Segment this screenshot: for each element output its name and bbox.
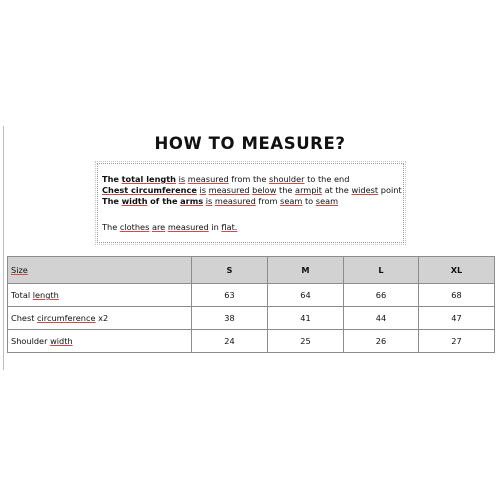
word: below	[252, 185, 277, 195]
word: measured	[167, 222, 209, 232]
word: is	[178, 174, 186, 184]
word: in	[211, 222, 219, 232]
word: to	[304, 196, 314, 206]
word: point	[380, 185, 402, 195]
table-cell: 63	[192, 284, 268, 307]
table-row	[8, 284, 495, 307]
word: seam	[280, 196, 303, 206]
term-arms: arms	[180, 196, 204, 206]
word: measured	[208, 185, 250, 195]
size-header-text: Size	[11, 265, 28, 275]
table-cell: 68	[419, 284, 495, 307]
word: are	[151, 222, 166, 232]
word: at the	[324, 185, 349, 195]
word: from the	[231, 174, 267, 184]
size-header-m: M	[268, 257, 344, 284]
word: flat.	[221, 222, 238, 232]
size-header-s: S	[192, 257, 268, 284]
page-title: HOW TO MEASURE?	[154, 134, 346, 153]
word: to the end	[307, 174, 350, 184]
row-label-text: circumference	[37, 313, 96, 323]
table-cell: 64	[268, 284, 344, 307]
table-cell: 24	[192, 330, 268, 353]
term-chest-circumference: Chest circumference	[102, 185, 197, 195]
table-cell: 26	[344, 330, 419, 353]
table-cell: 38	[192, 307, 268, 330]
size-chart-table	[7, 256, 495, 353]
term-total-length: total length	[121, 174, 177, 184]
row-label-shoulder-width	[8, 330, 192, 353]
table-cell: 44	[344, 307, 419, 330]
word: The	[102, 174, 119, 184]
row-label-text: width	[50, 336, 73, 346]
instruction-arm-width	[102, 196, 403, 207]
word: measured	[214, 196, 256, 206]
word: measured	[187, 174, 229, 184]
row-label-text: length	[32, 290, 59, 300]
instruction-flat	[102, 222, 403, 233]
word: seam	[315, 196, 339, 206]
word: widest	[351, 185, 379, 195]
table-cell: 25	[268, 330, 344, 353]
word: of the	[150, 196, 178, 206]
word: shoulder	[269, 174, 305, 184]
left-border-line	[3, 126, 4, 370]
measuring-instructions-box	[97, 163, 404, 243]
size-header-label	[8, 257, 192, 284]
word: the	[279, 185, 293, 195]
row-label-text: x2	[98, 313, 109, 323]
word: armpit	[295, 185, 322, 195]
table-cell: 66	[344, 284, 419, 307]
term-width: width	[121, 196, 148, 206]
table-row	[8, 307, 495, 330]
instruction-total-length	[102, 174, 403, 185]
table-row	[8, 330, 495, 353]
row-label-total-length	[8, 284, 192, 307]
word: clothes	[119, 222, 150, 232]
row-label-text: Shoulder	[11, 336, 48, 346]
table-cell: 27	[419, 330, 495, 353]
table-cell: 47	[419, 307, 495, 330]
word: The	[102, 222, 118, 232]
word: is	[205, 196, 213, 206]
row-label-chest	[8, 307, 192, 330]
row-label-text: Total	[11, 290, 31, 300]
table-header-row	[8, 257, 495, 284]
table-cell: 41	[268, 307, 344, 330]
word: from	[258, 196, 278, 206]
instruction-chest	[102, 185, 403, 196]
word: is	[199, 185, 207, 195]
size-header-l: L	[344, 257, 419, 284]
size-header-xl: XL	[419, 257, 495, 284]
word: The	[102, 196, 119, 206]
row-label-text: Chest	[11, 313, 35, 323]
